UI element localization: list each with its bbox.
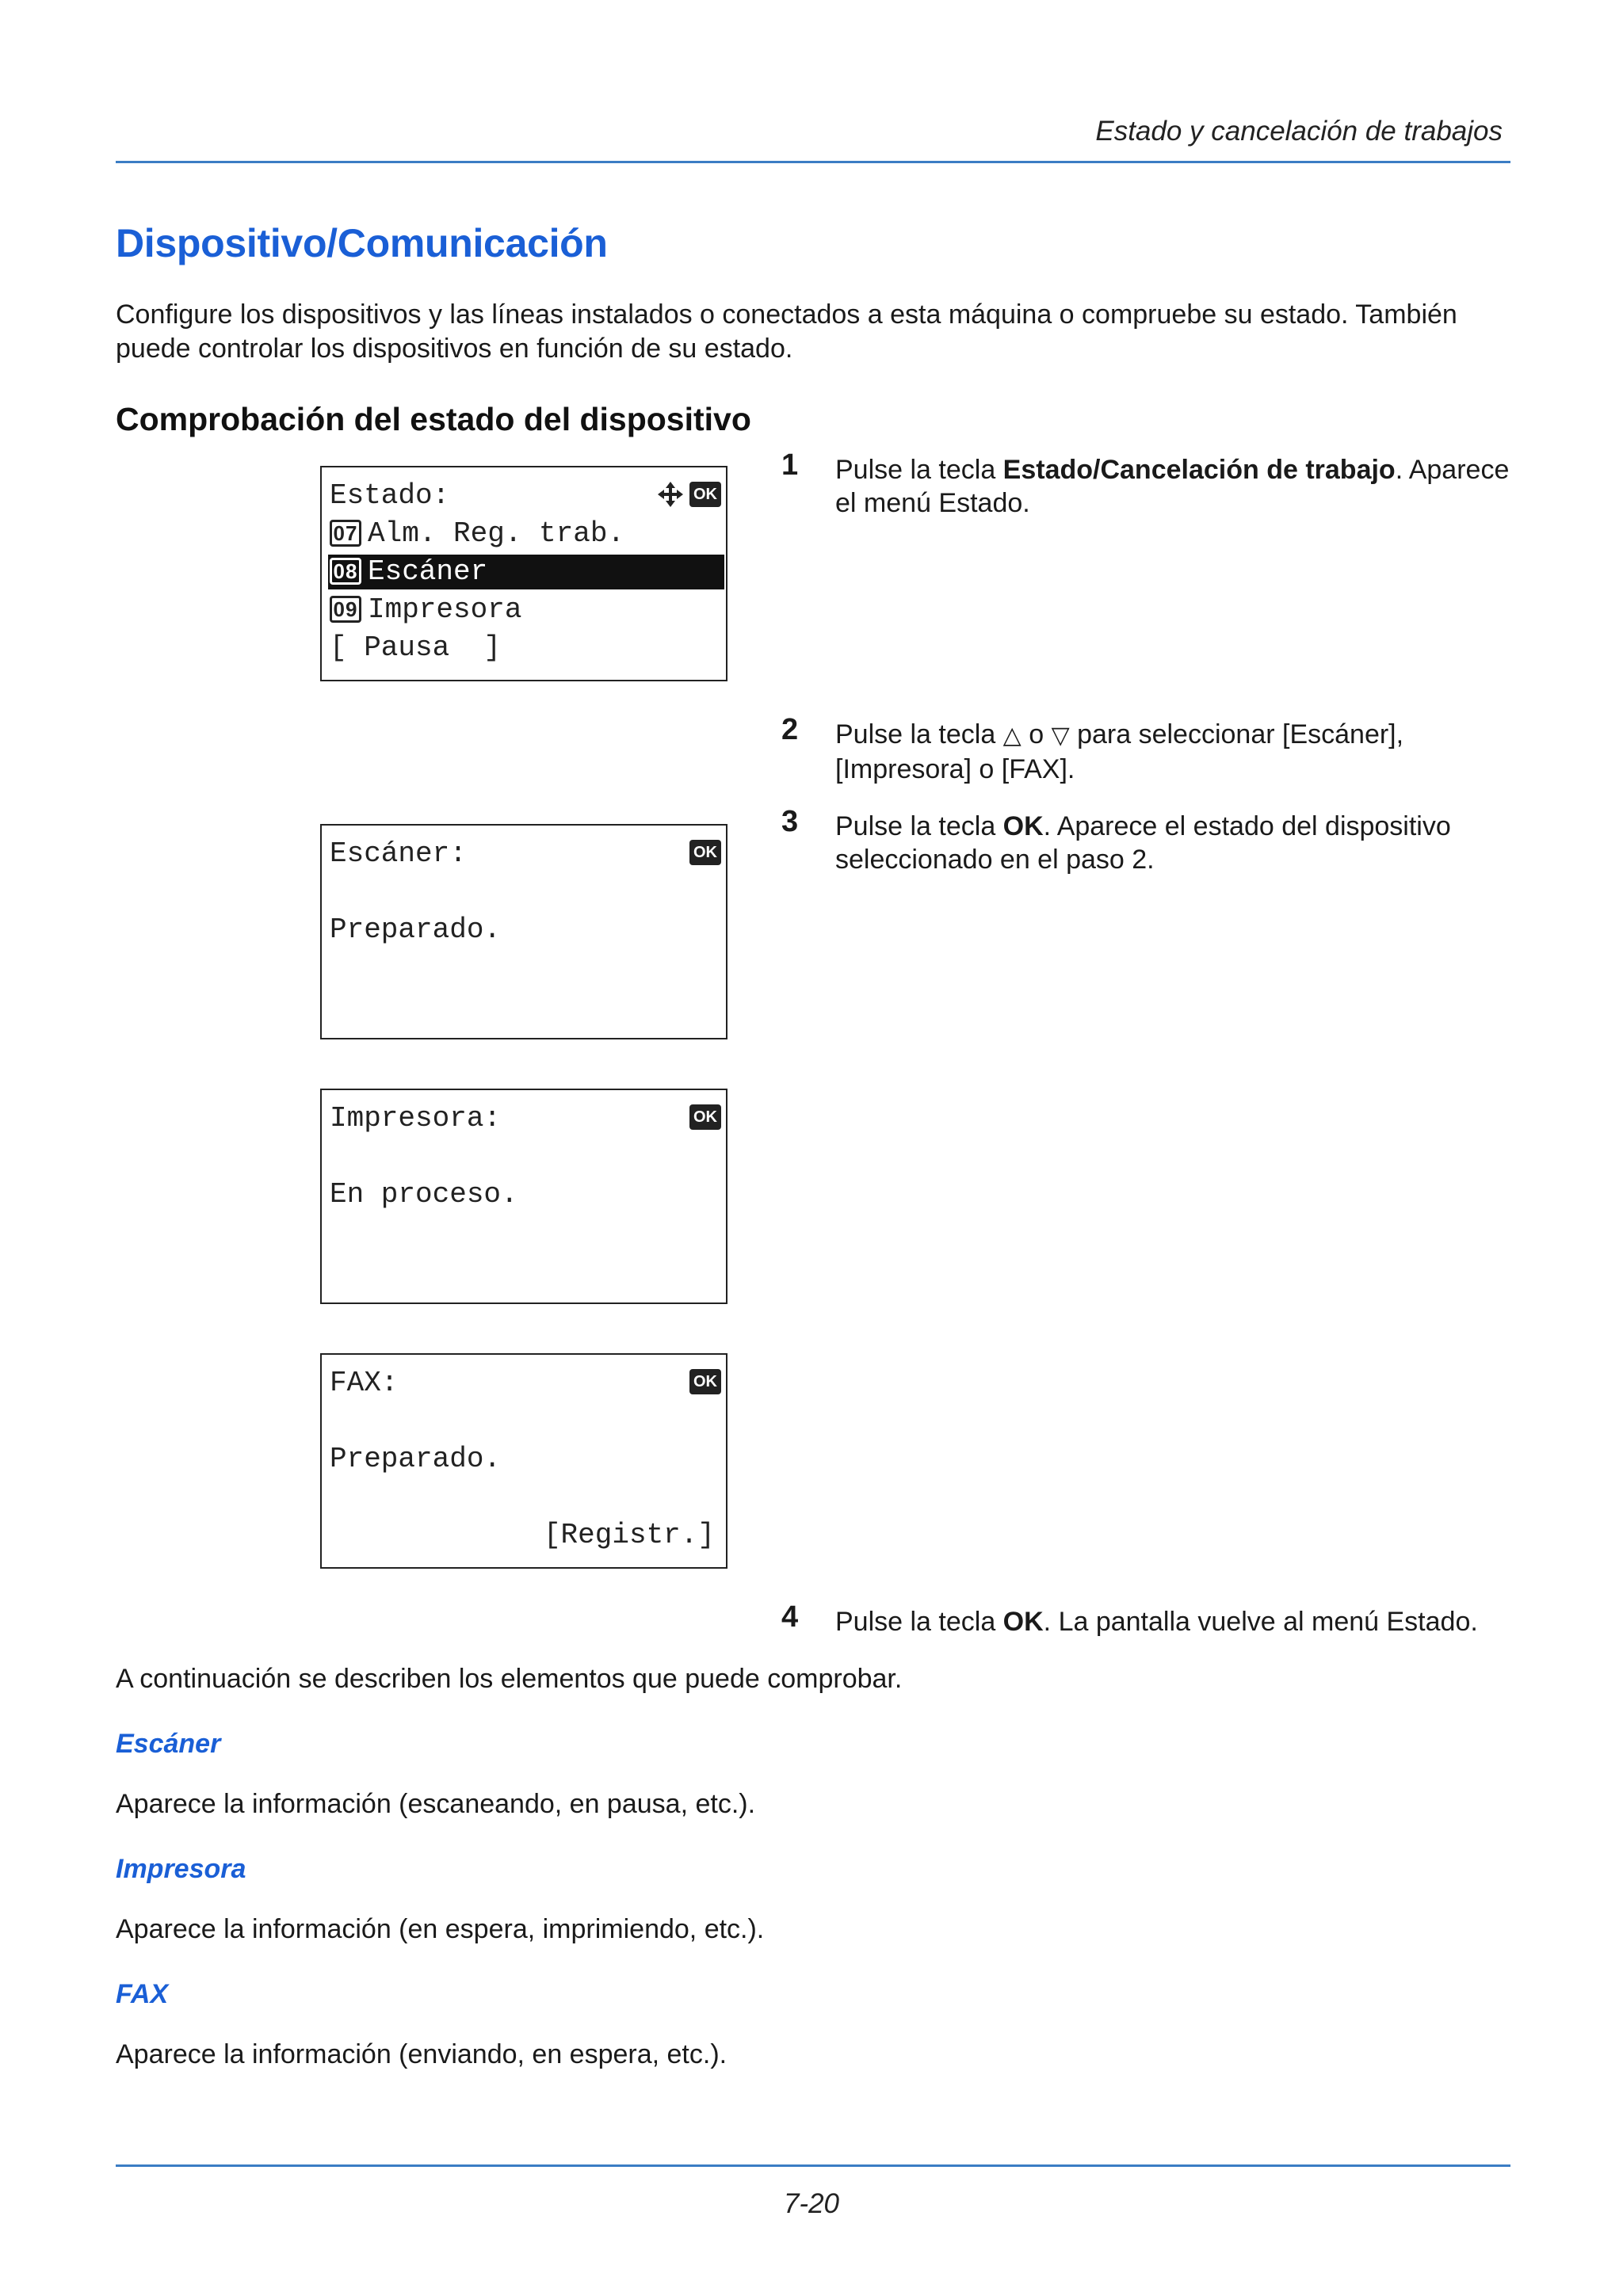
number-key-icon: 09 [330, 596, 361, 623]
running-header: Estado y cancelación de trabajos [1095, 116, 1503, 147]
up-arrow-icon: △ [1002, 722, 1022, 749]
ok-icon: OK [689, 840, 721, 865]
step-text: Pulse la tecla Estado/Cancelación de trabajo. Aparece el menú Estado. [835, 455, 1510, 518]
lcd-status-text: Preparado. [330, 1443, 502, 1475]
number-key-icon: 07 [330, 520, 361, 547]
step-text: Pulse la tecla OK. Aparece el estado del dispositivo seleccionado en el paso 2. [835, 811, 1451, 875]
menu-item-impresora[interactable]: 09 Impresora [330, 593, 521, 627]
lcd-printer-status [320, 1089, 727, 1304]
lcd-status-menu [320, 466, 727, 681]
intro-paragraph: Configure los dispositivos y las líneas instalados o conectados a esta máquina o compruebe su estado. También puede controlar los dispositivos en función de su estado. [116, 299, 1457, 364]
step-number: 4 [781, 1600, 799, 1634]
step-text: Pulse la tecla △ o ▽ para seleccionar [Escáner], [Impresora] o [FAX]. [835, 719, 1404, 784]
summary-text: A continuación se describen los elementos que puede comprobar. [116, 1664, 903, 1694]
item-heading-impresora: Impresora [116, 1854, 246, 1884]
item-text-fax: Aparece la información (enviando, en espera, etc.). [116, 2039, 727, 2069]
lcd-status-text: Preparado. [330, 913, 502, 946]
lcd-title: FAX: [330, 1367, 399, 1399]
lcd-scanner-status [320, 824, 727, 1039]
lcd-status-text: En proceso. [330, 1178, 518, 1211]
menu-item-alm-reg-trab[interactable]: 07 Alm. Reg. trab. [330, 517, 624, 551]
step-number: 1 [781, 448, 799, 482]
ok-icon: OK [689, 1104, 721, 1130]
item-heading-fax: FAX [116, 1979, 169, 2009]
menu-item-escaner[interactable]: 08 Escáner [328, 555, 724, 589]
section-heading: Comprobación del estado del dispositivo [116, 401, 751, 437]
item-text-escaner: Aparece la información (escaneando, en pausa, etc.). [116, 1789, 756, 1819]
number-key-icon: 08 [330, 558, 361, 585]
lcd-title: Escáner: [330, 837, 467, 870]
ok-icon: OK [689, 1369, 721, 1394]
four-way-arrow-icon [655, 479, 686, 510]
step-number: 2 [781, 713, 799, 746]
ok-icon: OK [689, 482, 721, 507]
step-text: Pulse la tecla OK. La pantalla vuelve al menú Estado. [835, 1607, 1478, 1637]
item-heading-escaner: Escáner [116, 1729, 221, 1759]
footer-rule [116, 2164, 1510, 2167]
lcd-title: Estado: [330, 479, 450, 512]
page-title: Dispositivo/Comunicación [116, 221, 608, 265]
lcd-title: Impresora: [330, 1102, 502, 1135]
item-text-impresora: Aparece la información (en espera, imprimiendo, etc.). [116, 1914, 765, 1944]
header-rule [116, 161, 1510, 163]
softkey-registr[interactable]: [Registr.] [543, 1519, 715, 1551]
lcd-fax-status [320, 1353, 727, 1569]
page-number: 7-20 [783, 2188, 840, 2219]
down-arrow-icon: ▽ [1051, 722, 1070, 749]
step-number: 3 [781, 805, 799, 838]
softkey-pausa[interactable]: [ Pausa ] [330, 631, 502, 664]
